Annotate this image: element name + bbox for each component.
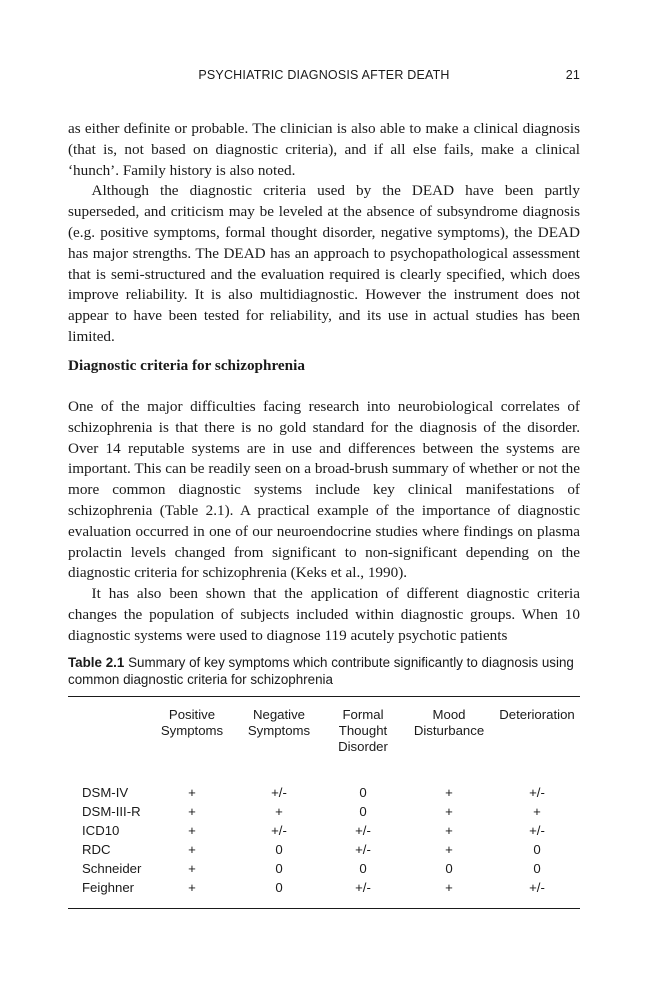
table-row [68, 859, 580, 878]
table-cell: +/- [271, 785, 287, 800]
table-cell: + [188, 842, 196, 857]
page-number: 21 [565, 68, 580, 82]
column-header: Deterioration [499, 707, 575, 722]
row-label: Feighner [82, 880, 135, 895]
table-caption-text: Summary of key symptoms which contribute significantly to diagnosis using common diagnostic criteria for schizophrenia [68, 655, 574, 687]
table-cell: + [188, 785, 196, 800]
table-row [68, 767, 580, 802]
table-body [68, 767, 580, 908]
running-head-title: PSYCHIATRIC DIAGNOSIS AFTER DEATH [198, 68, 450, 82]
paragraph: Although the diagnostic criteria used by the DEAD have been partly superseded, and criticism may be leveled at the absence of subsyndrome diagnosis (e.g. positive symptoms, formal thought disorder, negative symptoms), the DEAD has major strengths. The DEAD has an approach to psychopathological assessment that is semi-structured and the evaluation required is clearly specified, which does improve reliability. It is also multidiagnostic. However the instrument does not appear to have been tested for reliability, and its use in actual studies has been limited. [68, 182, 580, 345]
summary-table [68, 697, 580, 908]
table-row [68, 821, 580, 840]
table-cell: 0 [275, 861, 283, 876]
table-row [68, 840, 580, 859]
section-heading: Diagnostic criteria for schizophrenia [68, 357, 305, 374]
table-bottom-rule [68, 908, 580, 909]
table-cell: + [445, 823, 453, 838]
table-cell: + [275, 804, 283, 819]
paragraph: One of the major difficulties facing research into neurobiological correlates of schizophrenia is that there is no gold standard for the diagnosis of the disorder. Over 14 reputable systems are in use and differences between the systems are important. This can be readily seen on a broad-brush summary of whether or not the more common diagnostic systems include key clinical manifestations of schizophrenia (Table 2.1). A practical example of the importance of diagnostic evaluation occurred in one of our neuroendocrine studies where findings on plasma prolactin levels changed from significant to non-significant depending on the diagnostic criteria for schizophrenia (Keks et al., 1990). [68, 398, 580, 582]
table-cell: 0 [275, 842, 283, 857]
table-cell: 0 [359, 804, 367, 819]
table-cell: +/- [271, 823, 287, 838]
table-2-1 [68, 654, 580, 909]
body-paragraphs-bottom [68, 397, 580, 647]
table-cell: 0 [533, 861, 541, 876]
table-row [68, 878, 580, 908]
row-label: Schneider [82, 861, 142, 876]
column-header: Positive Symptoms [160, 707, 224, 738]
table-label: Table 2.1 [68, 655, 125, 670]
table-cell: + [188, 861, 196, 876]
table-cell: + [188, 823, 196, 838]
table-row [68, 802, 580, 821]
table-cell: 0 [359, 861, 367, 876]
table-caption [68, 654, 580, 688]
table-cell: + [533, 804, 541, 819]
paragraph: It has also been shown that the application of different diagnostic criteria changes the population of subjects included within diagnostic groups. When 10 diagnostic systems were used to diagnose 119 acutely psychotic patients [68, 585, 580, 644]
table-cell: +/- [529, 823, 545, 838]
table-cell: 0 [275, 880, 283, 895]
row-label: RDC [82, 842, 111, 857]
table-header-row [68, 697, 580, 767]
table-cell: +/- [355, 842, 371, 857]
column-header: Negative Symptoms [247, 707, 311, 738]
table-cell: 0 [359, 785, 367, 800]
table-cell: + [445, 880, 453, 895]
table-cell: +/- [529, 785, 545, 800]
table-cell: + [188, 804, 196, 819]
table-cell: + [445, 804, 453, 819]
table-cell: + [188, 880, 196, 895]
row-label: DSM-IV [82, 785, 129, 800]
table-cell: +/- [355, 880, 371, 895]
table-cell: + [445, 842, 453, 857]
table-cell: +/- [529, 880, 545, 895]
paragraph: as either definite or probable. The clinician is also able to make a clinical diagnosis (that is, not based on diagnostic criteria), and if all else fails, make a clinical ‘hunch’. Family history is also noted. [68, 120, 580, 179]
row-label: ICD10 [82, 823, 120, 838]
body-paragraphs-top [68, 119, 580, 348]
column-header: Mood Disturbance [413, 707, 485, 738]
row-label: DSM-III-R [82, 804, 141, 819]
running-head [68, 68, 580, 88]
table-cell: 0 [533, 842, 541, 857]
column-header-blank [68, 697, 148, 767]
table-cell: + [445, 785, 453, 800]
table-cell: 0 [445, 861, 453, 876]
column-header: Formal Thought Disorder [338, 707, 388, 754]
table-cell: +/- [355, 823, 371, 838]
